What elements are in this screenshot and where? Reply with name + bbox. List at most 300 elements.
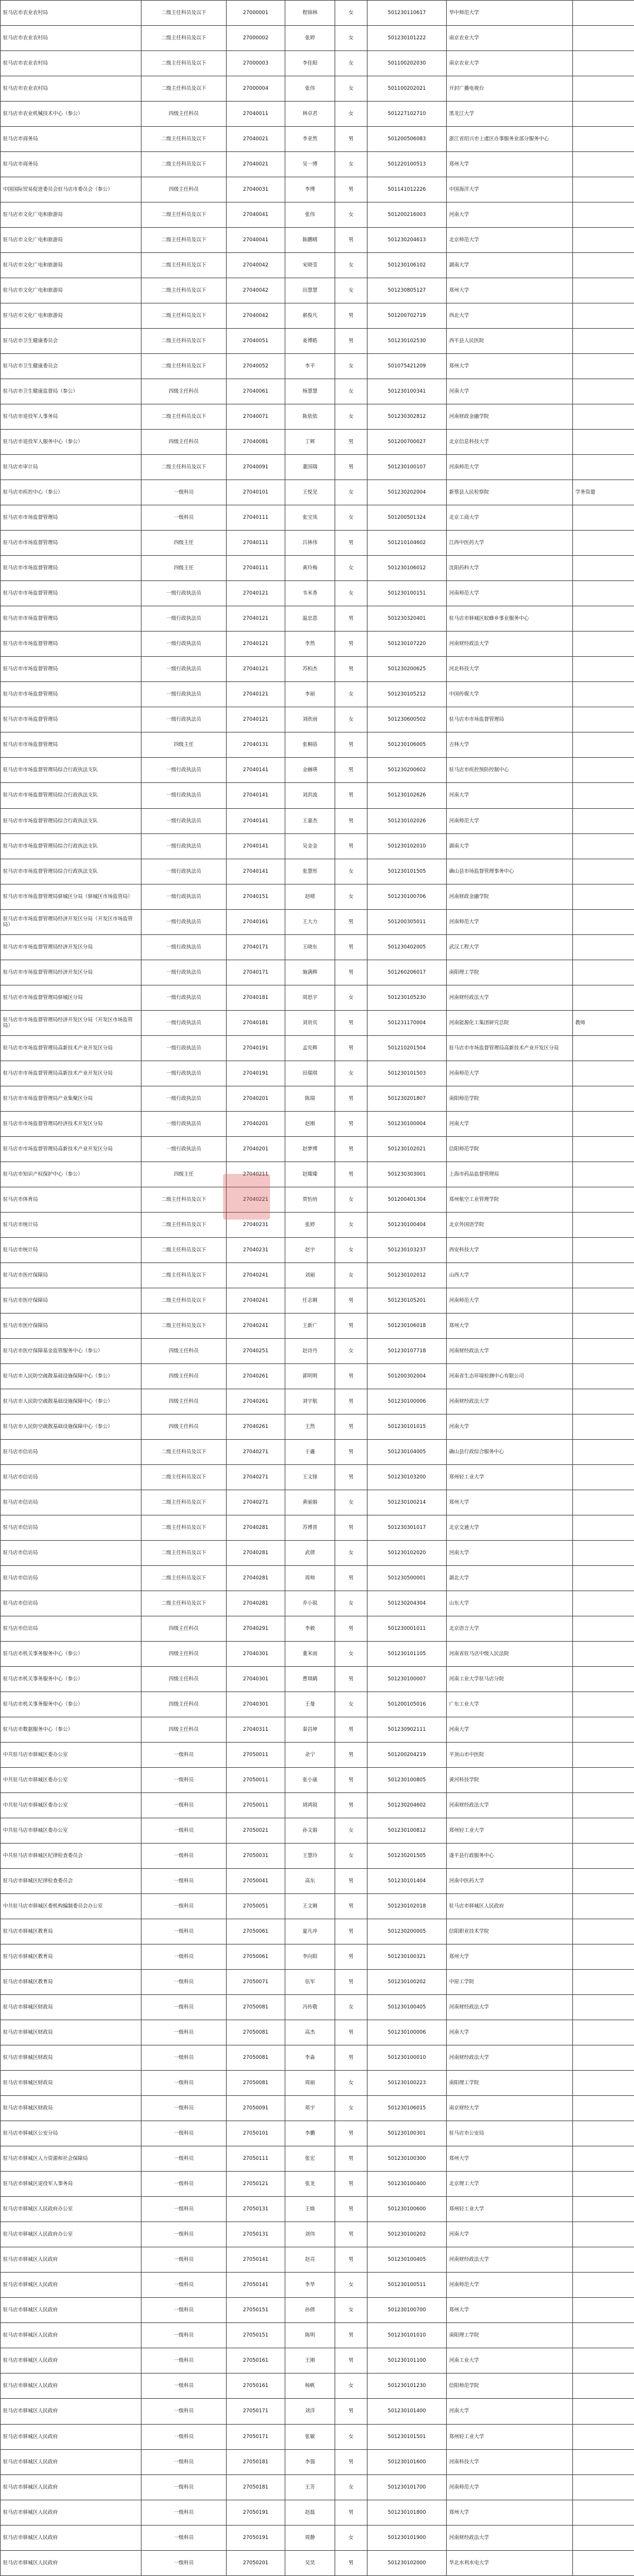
table-cell: 一级科员 xyxy=(141,2020,227,2045)
table-cell: 27040071 xyxy=(227,404,285,430)
table-cell: 二级主任科员及以下 xyxy=(141,1187,227,1212)
table-cell: 501200216003 xyxy=(367,202,447,228)
table-cell: 驻马店市体育局 xyxy=(1,1187,141,1212)
table-cell: 女 xyxy=(335,556,367,581)
table-cell: 27050181 xyxy=(227,2449,285,2474)
table-cell: 一级科员 xyxy=(141,1944,227,1970)
table-cell: 男 xyxy=(335,808,367,833)
table-cell: 一级行政执法员 xyxy=(141,783,227,808)
table-cell: 27050071 xyxy=(227,1970,285,1995)
table-cell: 女 xyxy=(335,2374,367,2399)
table-cell: 驻马店市文化广电和旅游局 xyxy=(1,253,141,278)
table-cell: 苏柏杰 xyxy=(285,657,335,682)
table-cell: 27040181 xyxy=(227,1010,285,1035)
table-cell: 27040301 xyxy=(227,1692,285,1717)
table-cell: 501230105201 xyxy=(367,1288,447,1313)
table-cell: 27050161 xyxy=(227,2348,285,2374)
table-cell: 27040111 xyxy=(227,531,285,556)
table-row xyxy=(1,127,634,152)
table-cell xyxy=(573,1086,634,1111)
table-cell: 中共驻马店市驿城区委办公室 xyxy=(1,1793,141,1818)
table-cell: 501230105212 xyxy=(367,682,447,707)
table-cell: 一级科员 xyxy=(141,2449,227,2474)
table-cell: 驻马店市市场监督管理局高新技术产业开发区分局 xyxy=(447,1035,573,1061)
table-cell: 董国瑞 xyxy=(285,455,335,480)
table-cell: 驻马店市文化广电和旅游局 xyxy=(1,303,141,329)
table-cell: 驻马店市驿城区教育局 xyxy=(1,1970,141,1995)
table-cell: 501230100405 xyxy=(367,1995,447,2020)
table-cell xyxy=(573,732,634,758)
table-row xyxy=(1,202,634,228)
table-cell: 驻马店市市场监督管理局 xyxy=(1,556,141,581)
table-cell: 一级科员 xyxy=(141,480,227,505)
table-row xyxy=(1,1010,634,1035)
table-cell: 27040111 xyxy=(227,505,285,531)
table-row xyxy=(1,1414,634,1439)
table-cell: 李平 xyxy=(285,354,335,379)
table-cell: 确山县市场监督管理事务中心 xyxy=(447,859,573,884)
table-cell: 驻马店市市场监督管理局综合行政执法支队 xyxy=(1,859,141,884)
table-cell: 一级科员 xyxy=(141,2474,227,2500)
table-row xyxy=(1,2525,634,2550)
table-cell xyxy=(573,379,634,404)
table-cell: 湖南大学 xyxy=(447,833,573,859)
table-cell: 二级主任科员及以下 xyxy=(141,1540,227,1565)
table-cell: 浙江省绍兴市上虞区办事服务业部分服务中心 xyxy=(447,127,573,152)
table-cell: 二级主任科员及以下 xyxy=(141,26,227,51)
table-cell: 郑州大学 xyxy=(447,1944,573,1970)
table-cell: 27040161 xyxy=(227,909,285,934)
table-cell: 遂平县行政服务中心 xyxy=(447,1844,573,1869)
table-cell: 刘丽 xyxy=(285,1262,335,1288)
table-row xyxy=(1,1919,634,1944)
table-cell: 27040241 xyxy=(227,1313,285,1338)
table-cell: 女 xyxy=(335,682,367,707)
table-row xyxy=(1,2045,634,2071)
table-cell: 郝俊凡 xyxy=(285,303,335,329)
table-cell: 501200302004 xyxy=(367,1363,447,1389)
table-cell: 四级主任 xyxy=(141,1162,227,1187)
table-row xyxy=(1,177,634,202)
table-cell: 男 xyxy=(335,758,367,783)
table-cell: 501230101010 xyxy=(367,2323,447,2348)
table-row xyxy=(1,1187,634,1212)
table-cell: 男 xyxy=(335,2550,367,2575)
table-cell: 余宁 xyxy=(285,1743,335,1768)
table-cell: 27050011 xyxy=(227,1743,285,1768)
table-cell: 501230100405 xyxy=(367,2247,447,2273)
table-cell: 501200401304 xyxy=(367,1187,447,1212)
table-cell: 501230100805 xyxy=(367,1768,447,1793)
table-cell: 郑州轻工业大学 xyxy=(447,1818,573,1844)
table-row xyxy=(1,657,634,682)
table-cell: 男 xyxy=(335,1793,367,1818)
table-cell xyxy=(573,1869,634,1894)
table-cell xyxy=(573,1464,634,1490)
table-cell: 27050201 xyxy=(227,2550,285,2575)
table-row xyxy=(1,505,634,531)
table-cell: 501210104602 xyxy=(367,531,447,556)
table-cell xyxy=(573,707,634,732)
table-cell: 郑州轻工业大学 xyxy=(447,2424,573,2449)
table-row xyxy=(1,152,634,177)
table-cell: 华北水利水电大学 xyxy=(447,2550,573,2575)
table-cell xyxy=(573,1844,634,1869)
table-row xyxy=(1,1793,634,1818)
table-cell: 驻马店市市场监督管理局综合行政执法支队 xyxy=(1,783,141,808)
table-cell: 一级科员 xyxy=(141,2374,227,2399)
table-cell: 女 xyxy=(335,1187,367,1212)
table-cell: 四级主任科员 xyxy=(141,1389,227,1414)
table-cell: 夏凡冲 xyxy=(285,1919,335,1944)
table-cell: 女 xyxy=(335,884,367,909)
table-cell: 王慧玲 xyxy=(285,1844,335,1869)
table-cell: 二级主任科员及以下 xyxy=(141,202,227,228)
table-cell: 一级行政执法员 xyxy=(141,632,227,657)
table-cell: 李强 xyxy=(285,2449,335,2474)
table-cell: 27050161 xyxy=(227,2374,285,2399)
table-row xyxy=(1,2247,634,2273)
table-row xyxy=(1,707,634,732)
table-cell: 河南师范大学 xyxy=(447,1288,573,1313)
table-cell: 二级主任科员及以下 xyxy=(141,1565,227,1591)
table-cell: 女 xyxy=(335,76,367,102)
table-row xyxy=(1,1288,634,1313)
table-cell: 河南大学 xyxy=(447,783,573,808)
table-cell: 27040271 xyxy=(227,1439,285,1464)
table-cell: 周帅 xyxy=(285,1565,335,1591)
table-cell: 驻马店市市场监督管理局综合行政执法支队 xyxy=(1,758,141,783)
table-cell xyxy=(573,1793,634,1818)
table-cell: 驻马店市驿城区人民政府 xyxy=(1,2525,141,2550)
table-cell: 501230600502 xyxy=(367,707,447,732)
table-cell: 黑龙江大学 xyxy=(447,102,573,127)
table-row xyxy=(1,455,634,480)
table-cell: 女 xyxy=(335,2071,367,2096)
table-cell: 男 xyxy=(335,2121,367,2146)
table-cell: 驻马店市卫生健康监督局（参公） xyxy=(1,379,141,404)
table-cell: 27050041 xyxy=(227,1869,285,1894)
table-cell: 驻马店市信访局 xyxy=(1,1439,141,1464)
table-cell: 南阳师范学院 xyxy=(447,1086,573,1111)
table-cell: 27050011 xyxy=(227,1768,285,1793)
table-cell: 一级科员 xyxy=(141,1818,227,1844)
table-cell: 驻马店市信访局 xyxy=(1,1464,141,1490)
table-cell: 501227102710 xyxy=(367,102,447,127)
table-cell: 27050141 xyxy=(227,2247,285,2273)
table-row xyxy=(1,430,634,455)
table-cell: 张敏 xyxy=(285,2424,335,2449)
table-cell: 河南工业大学 xyxy=(447,2348,573,2374)
table-cell: 一级科员 xyxy=(141,1869,227,1894)
table-cell: 501230100600 xyxy=(367,2197,447,2222)
table-cell: 吕林伟 xyxy=(285,531,335,556)
table-cell: 北京语言大学 xyxy=(447,1616,573,1642)
table-cell: 驻马店市驿城区人民政府 xyxy=(1,2247,141,2273)
table-cell: 男 xyxy=(335,303,367,329)
table-row xyxy=(1,1237,634,1262)
table-cell: 27050121 xyxy=(227,2172,285,2197)
table-cell: 男 xyxy=(335,2222,367,2247)
table-cell xyxy=(573,303,634,329)
table-cell: 苏博晋 xyxy=(285,1515,335,1540)
table-cell: 女 xyxy=(335,253,367,278)
table-cell: 驻马店市信访局 xyxy=(1,1591,141,1616)
table-cell: 27050091 xyxy=(227,2096,285,2121)
table-cell: 河南大学 xyxy=(447,379,573,404)
table-cell: 27040281 xyxy=(227,1540,285,1565)
table-row xyxy=(1,1692,634,1717)
table-cell xyxy=(573,606,634,632)
table-cell: 男 xyxy=(335,2045,367,2071)
table-cell: 27040051 xyxy=(227,329,285,354)
table-cell: 河南财经政法大学 xyxy=(447,1338,573,1363)
table-cell xyxy=(573,859,634,884)
table-cell: 北京师范大学 xyxy=(447,228,573,253)
table-row xyxy=(1,960,634,985)
table-cell: 27040101 xyxy=(227,480,285,505)
table-cell: 伍军 xyxy=(285,1970,335,1995)
table-row xyxy=(1,26,634,51)
table-cell: 女 xyxy=(335,859,367,884)
table-cell: 501230303001 xyxy=(367,1162,447,1187)
table-cell: 二级主任科员及以下 xyxy=(141,303,227,329)
table-cell: 一级科员 xyxy=(141,2071,227,2096)
table-cell: 27040211 xyxy=(227,1162,285,1187)
table-cell: 501230100004 xyxy=(367,1111,447,1136)
table-cell: 501200506083 xyxy=(367,127,447,152)
table-cell: 信阳师范学院 xyxy=(447,2374,573,2399)
table-cell: 驻马店市市场监督管理局高新技术产业开发区分局 xyxy=(1,1061,141,1086)
table-cell xyxy=(573,2323,634,2348)
table-cell: 男 xyxy=(335,1035,367,1061)
table-cell: 四级主任科员 xyxy=(141,102,227,127)
table-row xyxy=(1,1439,634,1464)
table-cell xyxy=(573,1237,634,1262)
table-cell: 501200702719 xyxy=(367,303,447,329)
table-cell: 27050151 xyxy=(227,2323,285,2348)
table-cell: 27040281 xyxy=(227,1591,285,1616)
table-cell: 驻马店市疾控中心（参公） xyxy=(1,480,141,505)
table-cell: 501230104005 xyxy=(367,1439,447,1464)
table-cell: 西北大学 xyxy=(447,303,573,329)
table-cell: 一级科员 xyxy=(141,1970,227,1995)
table-cell: 河北科技大学 xyxy=(447,657,573,682)
table-cell: 27040021 xyxy=(227,127,285,152)
table-cell: 驻马店市驿城区人民政府 xyxy=(447,1894,573,1919)
table-cell: 501230106015 xyxy=(367,2096,447,2121)
table-cell: 驻马店市驿城区蚁蜂乡事业服务中心 xyxy=(447,606,573,632)
table-row xyxy=(1,1262,634,1288)
table-cell: 一级科员 xyxy=(141,2096,227,2121)
table-cell xyxy=(573,1894,634,1919)
table-cell: 赵磊 xyxy=(285,2500,335,2525)
table-cell: 501100202021 xyxy=(367,76,447,102)
table-cell: 中国传媒大学 xyxy=(447,682,573,707)
table-cell: 501230100010 xyxy=(367,2045,447,2071)
table-cell: 501230100400 xyxy=(367,2172,447,2197)
table-cell: 女 xyxy=(335,2298,367,2323)
table-cell: 27040061 xyxy=(227,379,285,404)
table-cell: 27040271 xyxy=(227,1464,285,1490)
table-cell: 乔小锐 xyxy=(285,1591,335,1616)
table-cell: 男 xyxy=(335,2323,367,2348)
table-cell: 501230100321 xyxy=(367,1944,447,1970)
table-cell: 501200700027 xyxy=(367,430,447,455)
table-cell: 27040131 xyxy=(227,732,285,758)
table-cell: 一级科员 xyxy=(141,1894,227,1919)
table-cell: 二级主任科员及以下 xyxy=(141,1464,227,1490)
table-cell: 男 xyxy=(335,1389,367,1414)
table-cell: 501230100404 xyxy=(367,1212,447,1237)
table-row xyxy=(1,1565,634,1591)
table-cell: 一级行政执法员 xyxy=(141,758,227,783)
table-cell: 女 xyxy=(335,1995,367,2020)
table-cell: 驻马店市人民防空疏散基础设施保障中心（参公） xyxy=(1,1389,141,1414)
table-cell: 驻马店市市场监督管理局经济开发区分局 xyxy=(1,934,141,960)
table-cell: 501230100107 xyxy=(367,455,447,480)
table-cell: 27040171 xyxy=(227,934,285,960)
table-cell: 金赫瑛 xyxy=(285,758,335,783)
table-cell: 女 xyxy=(335,1642,367,1667)
table-cell: 女 xyxy=(335,404,367,430)
table-cell: 北京工商大学 xyxy=(447,505,573,531)
table-cell: 赵宇 xyxy=(285,1237,335,1262)
table-cell: 郑州大学 xyxy=(447,2500,573,2525)
table-cell: 女 xyxy=(335,1540,367,1565)
table-cell: 四级主任科员 xyxy=(141,1692,227,1717)
table-cell: 27040121 xyxy=(227,632,285,657)
table-cell: 张小康 xyxy=(285,1768,335,1793)
table-cell: 501230100006 xyxy=(367,1389,447,1414)
table-cell: 四级主任科员 xyxy=(141,1338,227,1363)
table-cell: 驻马店市市场监督管理局 xyxy=(1,505,141,531)
table-cell: 河南财经政法大学 xyxy=(447,2045,573,2071)
table-cell: 刘洋 xyxy=(285,2399,335,2424)
table-cell: 男 xyxy=(335,1970,367,1995)
table-cell: 27040301 xyxy=(227,1667,285,1692)
table-cell: 一级科员 xyxy=(141,2424,227,2449)
table-cell: 501230101501 xyxy=(367,2424,447,2449)
table-cell: 四级主任科员 xyxy=(141,1616,227,1642)
table-cell xyxy=(573,2525,634,2550)
table-cell: 赵刚 xyxy=(285,1111,335,1136)
table-cell: 女 xyxy=(335,1844,367,1869)
table-cell: 姜博皓 xyxy=(285,329,335,354)
table-row xyxy=(1,1768,634,1793)
table-cell: 27050111 xyxy=(227,2146,285,2172)
table-cell: 一级科员 xyxy=(141,2247,227,2273)
table-cell: 一级科员 xyxy=(141,2298,227,2323)
table-cell: 女 xyxy=(335,480,367,505)
table-cell: 女 xyxy=(335,1262,367,1288)
table-cell: 501230302812 xyxy=(367,404,447,430)
table-cell xyxy=(573,833,634,859)
table-cell: 孙文娟 xyxy=(285,1818,335,1844)
table-cell: 温忠恩 xyxy=(285,606,335,632)
table-cell: 驻马店市驿城区教育局 xyxy=(1,1919,141,1944)
table-cell xyxy=(573,556,634,581)
table-cell: 驻马店市驿城区人民政府 xyxy=(1,2348,141,2374)
table-row xyxy=(1,253,634,278)
table-cell: 男 xyxy=(335,2449,367,2474)
table-cell: 女 xyxy=(335,707,367,732)
table-cell: 驻马店市文化广电和旅游局 xyxy=(1,228,141,253)
table-cell: 中共驻马店市驿城区委办公室 xyxy=(1,1818,141,1844)
table-cell: 501230106005 xyxy=(367,732,447,758)
table-row xyxy=(1,102,634,127)
table-cell: 河南财政金融学院 xyxy=(447,884,573,909)
table-cell: 驻马店市市场监督管理局驿城区分局（驿城区市场监管局） xyxy=(1,884,141,909)
table-cell: 郑州轻工业大学 xyxy=(447,2197,573,2222)
table-cell: 27040141 xyxy=(227,833,285,859)
table-cell: 501230100202 xyxy=(367,2222,447,2247)
table-cell: 27040052 xyxy=(227,354,285,379)
table-cell: 王焕 xyxy=(285,2197,335,2222)
table-cell: 一级科员 xyxy=(141,1768,227,1793)
table-cell: 501230200625 xyxy=(367,657,447,682)
table-cell: 男 xyxy=(335,177,367,202)
table-cell: 四级主任科员 xyxy=(141,1717,227,1743)
table-cell xyxy=(573,1768,634,1793)
table-cell: 张宏 xyxy=(285,2146,335,2172)
table-cell: 赵梦博 xyxy=(285,1136,335,1162)
table-cell: 男 xyxy=(335,1136,367,1162)
table-row xyxy=(1,51,634,76)
table-cell: 男 xyxy=(335,2247,367,2273)
table-cell: 一级行政执法员 xyxy=(141,934,227,960)
table-cell: 二级主任科员及以下 xyxy=(141,1313,227,1338)
table-cell: 27040151 xyxy=(227,884,285,909)
table-row xyxy=(1,1490,634,1515)
table-row xyxy=(1,2323,634,2348)
table-row xyxy=(1,1540,634,1565)
table-row xyxy=(1,228,634,253)
table-cell: 刘洪波 xyxy=(285,783,335,808)
table-cell xyxy=(573,581,634,606)
table-cell: 女 xyxy=(335,2424,367,2449)
table-cell: 女 xyxy=(335,379,367,404)
table-cell: 二级主任科员及以下 xyxy=(141,1288,227,1313)
table-cell: 学务资遣 xyxy=(573,480,634,505)
table-cell: 501230103237 xyxy=(367,1237,447,1262)
table-cell: 501230101400 xyxy=(367,2399,447,2424)
table-cell: 男 xyxy=(335,1086,367,1111)
table-cell: 27050011 xyxy=(227,1793,285,1818)
table-cell: 男 xyxy=(335,1363,367,1389)
table-cell: 郑州大学 xyxy=(447,2146,573,2172)
table-cell xyxy=(573,2449,634,2474)
table-cell: 沈阳药科大学 xyxy=(447,556,573,581)
table-row xyxy=(1,581,634,606)
table-cell: 501230101503 xyxy=(367,1061,447,1086)
table-cell: 驻马店市商务局 xyxy=(1,152,141,177)
table-cell: 四级主任 xyxy=(141,531,227,556)
table-cell: 四级主任科员 xyxy=(141,1414,227,1439)
table-cell xyxy=(573,1136,634,1162)
table-cell: 501230101900 xyxy=(367,2525,447,2550)
table-row xyxy=(1,1591,634,1616)
table-cell: 周丽 xyxy=(285,2071,335,2096)
table-cell: 27040091 xyxy=(227,455,285,480)
table-cell: 河南师范大学 xyxy=(447,2273,573,2298)
table-cell: 27040011 xyxy=(227,102,285,127)
table-cell: 四级主任 xyxy=(141,556,227,581)
table-cell: 北京外国语学院 xyxy=(447,1212,573,1237)
table-cell: 王然 xyxy=(285,1414,335,1439)
table-cell: 男 xyxy=(335,1515,367,1540)
table-cell: 一级科员 xyxy=(141,2146,227,2172)
